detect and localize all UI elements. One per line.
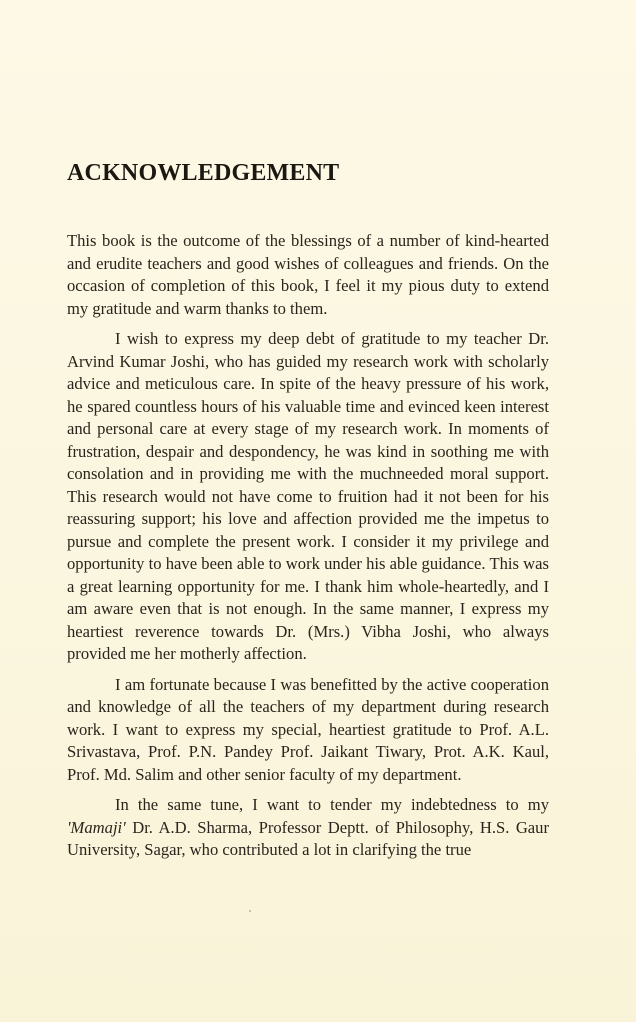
mamaji-term: 'Mamaji' [67,817,126,837]
paragraph-mamaji-start: In the same tune, I want to tender my indebtedness to my [115,795,549,814]
paragraph-intro: This book is the outcome of the blessings of a number of kind-hearted and erudite teachers and good wishes of colleagues and friends. On the occasion of completion of this book, I feel it my pious duty to extend my gratitude and warm thanks to them. [67,231,549,318]
acknowledgement-body [67,230,549,870]
scan-speck [249,910,251,912]
page-title: ACKNOWLEDGEMENT [67,160,340,186]
paragraph-teacher: I wish to express my deep debt of gratitude to my teacher Dr. Arvind Kumar Joshi, who has guided my research work with scholarly advice and meticulous care. In spite of the heavy pressure of his work, he spared countless hours of his valuable time and evinced keen interest and personal care at every stage of my research work. In moments of frustration, despair and despondency, he was kind in soothing me with consolation and in providing me with the muchneeded moral support. This research would not have come to fruition had it not been for his reassuring support; his love and affection provided me the impetus to pursue and complete the present work. I consider it my privilege and opportunity to have been able to work under his able guidance. This was a great learning opportunity for me. I thank him whole-heartedly, and I am aware even that is not enough. In the same manner, I express my heartiest reverence towards Dr. (Mrs.) Vibha Joshi, who always provided me her motherly affection. [67,329,549,663]
paragraph-mamaji [67,794,549,862]
paragraph-department: I am fortunate because I was benefitted by the active cooperation and knowledge of all the teachers of my department during research work. I want to express my special, heartiest gratitude to Prof. A.L. Srivastava, Prof. P.N. Pandey Prof. Jaikant Tiwary, Prot. A.K. Kaul, Prof. Md. Salim and other senior faculty of my department. [67,674,549,784]
paragraph-mamaji-end: Dr. A.D. Sharma, Professor Deptt. of Philosophy, H.S. Gaur University, Sagar, who contributed a lot in clarifying the true [67,817,549,859]
